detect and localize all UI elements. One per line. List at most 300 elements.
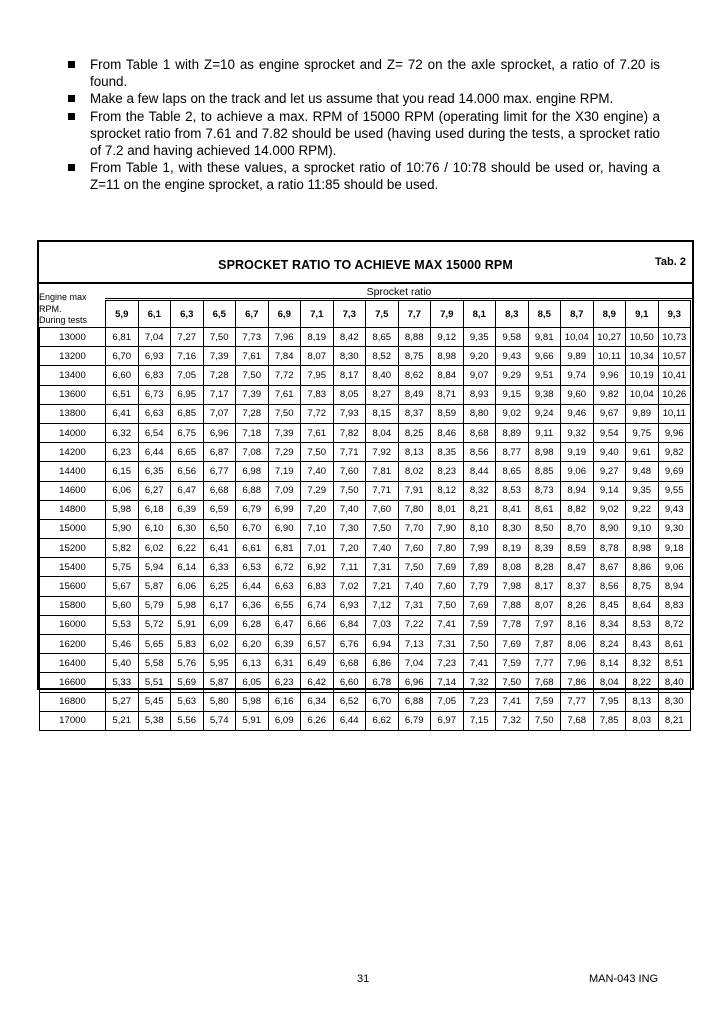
bullet-square-icon bbox=[68, 164, 75, 171]
ratio-cell: 8,26 bbox=[561, 596, 594, 615]
ratio-cell: 8,03 bbox=[626, 711, 659, 730]
bullet-item bbox=[66, 159, 660, 193]
ratio-cell: 9,07 bbox=[463, 366, 496, 385]
ratio-cell: 6,10 bbox=[138, 519, 171, 538]
ratio-cell: 7,09 bbox=[268, 481, 301, 500]
ratio-cell: 7,40 bbox=[398, 577, 431, 596]
table-row bbox=[40, 385, 691, 404]
ratio-cell: 9,69 bbox=[658, 462, 691, 481]
ratio-cell: 8,85 bbox=[528, 462, 561, 481]
ratio-cell: 7,50 bbox=[366, 519, 399, 538]
ratio-cell: 7,16 bbox=[171, 347, 204, 366]
ratio-cell: 10,19 bbox=[626, 366, 659, 385]
ratio-cell: 6,28 bbox=[236, 615, 269, 634]
ratio-cell: 7,50 bbox=[528, 711, 561, 730]
ratio-cell: 6,53 bbox=[236, 558, 269, 577]
ratio-cell: 6,02 bbox=[138, 539, 171, 558]
ratio-cell: 9,10 bbox=[626, 519, 659, 538]
ratio-cell: 8,53 bbox=[496, 481, 529, 500]
ratio-cell: 6,39 bbox=[268, 635, 301, 654]
ratio-cell: 5,40 bbox=[106, 654, 139, 673]
ratio-cell: 8,41 bbox=[496, 500, 529, 519]
ratio-cell: 5,87 bbox=[203, 673, 236, 692]
column-header: 8,1 bbox=[463, 301, 496, 328]
ratio-cell: 9,18 bbox=[658, 539, 691, 558]
ratio-cell: 5,56 bbox=[171, 711, 204, 730]
ratio-cell: 6,66 bbox=[301, 615, 334, 634]
ratio-cell: 6,68 bbox=[203, 481, 236, 500]
ratio-cell: 6,50 bbox=[203, 519, 236, 538]
ratio-cell: 7,89 bbox=[463, 558, 496, 577]
ratio-cell: 7,50 bbox=[203, 328, 236, 347]
ratio-cell: 7,71 bbox=[333, 443, 366, 462]
ratio-cell: 7,70 bbox=[398, 519, 431, 538]
ratio-cell: 7,81 bbox=[366, 462, 399, 481]
ratio-cell: 6,54 bbox=[138, 423, 171, 442]
ratio-cell: 9,38 bbox=[528, 385, 561, 404]
ratio-cell: 8,06 bbox=[561, 635, 594, 654]
ratio-cell: 8,34 bbox=[593, 615, 626, 634]
ratio-cell: 9,60 bbox=[561, 385, 594, 404]
ratio-cell: 10,27 bbox=[593, 328, 626, 347]
ratio-cell: 6,96 bbox=[398, 673, 431, 692]
ratio-cell: 5,63 bbox=[171, 692, 204, 711]
ratio-cell: 6,06 bbox=[106, 481, 139, 500]
ratio-cell: 7,73 bbox=[236, 328, 269, 347]
ratio-cell: 8,59 bbox=[431, 404, 464, 423]
rpm-cell: 17000 bbox=[40, 711, 106, 730]
ratio-cell: 8,13 bbox=[398, 443, 431, 462]
ratio-cell: 8,83 bbox=[658, 596, 691, 615]
ratio-cell: 9,61 bbox=[626, 443, 659, 462]
ratio-cell: 7,31 bbox=[431, 635, 464, 654]
bullet-item bbox=[66, 108, 660, 160]
ratio-cell: 8,15 bbox=[366, 404, 399, 423]
rpm-cell: 16000 bbox=[40, 615, 106, 634]
table-row bbox=[40, 481, 691, 500]
ratio-cell: 6,87 bbox=[203, 443, 236, 462]
table-row bbox=[40, 539, 691, 558]
ratio-cell: 8,70 bbox=[561, 519, 594, 538]
ratio-cell: 7,04 bbox=[398, 654, 431, 673]
ratio-cell: 6,75 bbox=[171, 423, 204, 442]
ratio-cell: 7,08 bbox=[236, 443, 269, 462]
column-header: 9,3 bbox=[658, 301, 691, 328]
table-title: SPROCKET RATIO TO ACHIEVE MAX 15000 RPM bbox=[218, 258, 513, 272]
ratio-cell: 8,68 bbox=[463, 423, 496, 442]
ratio-cell: 6,20 bbox=[236, 635, 269, 654]
ratio-cell: 7,69 bbox=[496, 635, 529, 654]
ratio-cell: 7,14 bbox=[431, 673, 464, 692]
ratio-cell: 8,25 bbox=[398, 423, 431, 442]
ratio-cell: 7,05 bbox=[171, 366, 204, 385]
ratio-cell: 6,51 bbox=[106, 385, 139, 404]
ratio-cell: 9,51 bbox=[528, 366, 561, 385]
ratio-cell: 8,30 bbox=[658, 692, 691, 711]
ratio-cell: 6,78 bbox=[366, 673, 399, 692]
ratio-cell: 6,05 bbox=[236, 673, 269, 692]
column-header: 7,7 bbox=[398, 301, 431, 328]
ratio-cell: 6,47 bbox=[171, 481, 204, 500]
ratio-cell: 8,30 bbox=[333, 347, 366, 366]
ratio-cell: 9,81 bbox=[528, 328, 561, 347]
ratio-cell: 5,72 bbox=[138, 615, 171, 634]
ratio-cell: 7,39 bbox=[268, 423, 301, 442]
ratio-cell: 8,32 bbox=[463, 481, 496, 500]
ratio-cell: 9,55 bbox=[658, 481, 691, 500]
ratio-cell: 7,77 bbox=[528, 654, 561, 673]
ratio-cell: 9,11 bbox=[528, 423, 561, 442]
ratio-cell: 7,39 bbox=[236, 385, 269, 404]
rpm-cell: 15400 bbox=[40, 558, 106, 577]
ratio-cell: 9,15 bbox=[496, 385, 529, 404]
ratio-cell: 8,43 bbox=[626, 635, 659, 654]
ratio-cell: 10,04 bbox=[561, 328, 594, 347]
ratio-cell: 8,67 bbox=[593, 558, 626, 577]
ratio-cell: 6,13 bbox=[236, 654, 269, 673]
ratio-cell: 8,37 bbox=[561, 577, 594, 596]
ratio-cell: 7,07 bbox=[203, 404, 236, 423]
ratio-cell: 9,35 bbox=[463, 328, 496, 347]
bullet-square-icon bbox=[68, 113, 75, 120]
ratio-cell: 8,88 bbox=[398, 328, 431, 347]
ratio-cell: 6,79 bbox=[398, 711, 431, 730]
ratio-cell: 9,82 bbox=[658, 443, 691, 462]
ratio-cell: 8,23 bbox=[431, 462, 464, 481]
ratio-cell: 10,26 bbox=[658, 385, 691, 404]
ratio-cell: 6,23 bbox=[268, 673, 301, 692]
row-header-line: RPM. bbox=[39, 303, 62, 314]
ratio-cell: 9,75 bbox=[626, 423, 659, 442]
ratio-cell: 5,90 bbox=[106, 519, 139, 538]
ratio-cell: 8,98 bbox=[626, 539, 659, 558]
ratio-cell: 6,41 bbox=[106, 404, 139, 423]
ratio-cell: 10,50 bbox=[626, 328, 659, 347]
ratio-cell: 9,30 bbox=[658, 519, 691, 538]
ratio-cell: 8,12 bbox=[431, 481, 464, 500]
ratio-cell: 6,81 bbox=[268, 539, 301, 558]
ratio-cell: 6,92 bbox=[301, 558, 334, 577]
ratio-cell: 6,09 bbox=[203, 615, 236, 634]
ratio-cell: 7,79 bbox=[463, 577, 496, 596]
ratio-cell: 8,02 bbox=[398, 462, 431, 481]
rpm-cell: 16400 bbox=[40, 654, 106, 673]
ratio-cell: 8,72 bbox=[658, 615, 691, 634]
ratio-cell: 6,95 bbox=[171, 385, 204, 404]
column-group-divider bbox=[105, 298, 692, 299]
ratio-cell: 9,74 bbox=[561, 366, 594, 385]
ratio-cell: 6,34 bbox=[301, 692, 334, 711]
rpm-cell: 15200 bbox=[40, 539, 106, 558]
ratio-cell: 7,15 bbox=[463, 711, 496, 730]
ratio-cell: 6,26 bbox=[301, 711, 334, 730]
table-row bbox=[40, 711, 691, 730]
ratio-cell: 7,60 bbox=[431, 577, 464, 596]
ratio-cell: 5,65 bbox=[138, 635, 171, 654]
ratio-cell: 7,11 bbox=[333, 558, 366, 577]
table-row bbox=[40, 404, 691, 423]
ratio-grid bbox=[39, 300, 691, 731]
ratio-cell: 6,70 bbox=[366, 692, 399, 711]
ratio-cell: 8,80 bbox=[463, 404, 496, 423]
ratio-cell: 6,70 bbox=[236, 519, 269, 538]
ratio-cell: 7,61 bbox=[301, 423, 334, 442]
ratio-cell: 9,19 bbox=[561, 443, 594, 462]
column-header: 9,1 bbox=[626, 301, 659, 328]
ratio-cell: 7,02 bbox=[333, 577, 366, 596]
ratio-cell: 6,44 bbox=[333, 711, 366, 730]
ratio-cell: 6,84 bbox=[333, 615, 366, 634]
ratio-cell: 5,98 bbox=[236, 692, 269, 711]
ratio-cell: 6,44 bbox=[138, 443, 171, 462]
column-header: 6,7 bbox=[236, 301, 269, 328]
ratio-cell: 8,44 bbox=[463, 462, 496, 481]
ratio-cell: 8,24 bbox=[593, 635, 626, 654]
table-row bbox=[40, 577, 691, 596]
ratio-cell: 8,52 bbox=[366, 347, 399, 366]
ratio-cell: 5,98 bbox=[171, 596, 204, 615]
ratio-cell: 8,17 bbox=[333, 366, 366, 385]
column-header: 6,5 bbox=[203, 301, 236, 328]
ratio-cell: 6,68 bbox=[333, 654, 366, 673]
ratio-cell: 6,23 bbox=[106, 443, 139, 462]
ratio-cell: 5,60 bbox=[106, 596, 139, 615]
ratio-cell: 9,67 bbox=[593, 404, 626, 423]
ratio-cell: 5,83 bbox=[171, 635, 204, 654]
table-row bbox=[40, 673, 691, 692]
ratio-cell: 9,58 bbox=[496, 328, 529, 347]
ratio-cell: 8,64 bbox=[626, 596, 659, 615]
ratio-cell: 9,06 bbox=[561, 462, 594, 481]
ratio-cell: 7,95 bbox=[593, 692, 626, 711]
ratio-cell: 5,27 bbox=[106, 692, 139, 711]
ratio-cell: 5,69 bbox=[171, 673, 204, 692]
ratio-cell: 7,93 bbox=[333, 404, 366, 423]
bullet-item bbox=[66, 56, 660, 90]
rpm-cell: 15000 bbox=[40, 519, 106, 538]
row-header-line: During tests bbox=[39, 315, 88, 325]
rpm-cell: 14400 bbox=[40, 462, 106, 481]
ratio-cell: 9,89 bbox=[626, 404, 659, 423]
ratio-cell: 8,56 bbox=[593, 577, 626, 596]
ratio-cell: 8,75 bbox=[398, 347, 431, 366]
ratio-cell: 5,46 bbox=[106, 635, 139, 654]
ratio-cell: 7,22 bbox=[398, 615, 431, 634]
ratio-cell: 7,84 bbox=[268, 347, 301, 366]
ratio-cell: 8,28 bbox=[528, 558, 561, 577]
ratio-cell: 7,20 bbox=[333, 539, 366, 558]
ratio-cell: 7,03 bbox=[366, 615, 399, 634]
ratio-cell: 6,16 bbox=[268, 692, 301, 711]
ratio-cell: 6,18 bbox=[138, 500, 171, 519]
column-header: 8,9 bbox=[593, 301, 626, 328]
ratio-cell: 8,08 bbox=[496, 558, 529, 577]
ratio-cell: 7,19 bbox=[268, 462, 301, 481]
ratio-cell: 6,39 bbox=[171, 500, 204, 519]
ratio-cell: 7,13 bbox=[398, 635, 431, 654]
table-row bbox=[40, 347, 691, 366]
ratio-cell: 8,39 bbox=[528, 539, 561, 558]
ratio-cell: 8,04 bbox=[593, 673, 626, 692]
ratio-cell: 8,71 bbox=[431, 385, 464, 404]
ratio-cell: 9,66 bbox=[528, 347, 561, 366]
ratio-cell: 8,78 bbox=[593, 539, 626, 558]
ratio-cell: 8,53 bbox=[626, 615, 659, 634]
ratio-cell: 8,45 bbox=[593, 596, 626, 615]
page-number: 31 bbox=[357, 973, 370, 985]
rpm-cell: 14800 bbox=[40, 500, 106, 519]
ratio-cell: 7,91 bbox=[398, 481, 431, 500]
table-row bbox=[40, 462, 691, 481]
ratio-cell: 6,17 bbox=[203, 596, 236, 615]
rpm-cell: 13200 bbox=[40, 347, 106, 366]
ratio-cell: 7,71 bbox=[366, 481, 399, 500]
rpm-cell: 14600 bbox=[40, 481, 106, 500]
ratio-cell: 6,30 bbox=[171, 519, 204, 538]
column-header: 8,5 bbox=[528, 301, 561, 328]
ratio-cell: 8,56 bbox=[463, 443, 496, 462]
rpm-cell: 13400 bbox=[40, 366, 106, 385]
ratio-cell: 6,90 bbox=[268, 519, 301, 538]
ratio-cell: 6,52 bbox=[333, 692, 366, 711]
ratio-cell: 6,15 bbox=[106, 462, 139, 481]
ratio-cell: 8,04 bbox=[366, 423, 399, 442]
ratio-cell: 6,98 bbox=[236, 462, 269, 481]
ratio-cell: 7,88 bbox=[496, 596, 529, 615]
ratio-cell: 6,41 bbox=[203, 539, 236, 558]
ratio-cell: 6,83 bbox=[138, 366, 171, 385]
ratio-cell: 8,16 bbox=[561, 615, 594, 634]
ratio-cell: 6,32 bbox=[106, 423, 139, 442]
column-header: 8,7 bbox=[561, 301, 594, 328]
ratio-cell: 8,13 bbox=[626, 692, 659, 711]
ratio-cell: 8,51 bbox=[658, 654, 691, 673]
ratio-cell: 7,61 bbox=[236, 347, 269, 366]
rpm-cell: 15600 bbox=[40, 577, 106, 596]
ratio-cell: 8,47 bbox=[561, 558, 594, 577]
ratio-cell: 8,65 bbox=[496, 462, 529, 481]
ratio-cell: 7,32 bbox=[463, 673, 496, 692]
ratio-cell: 7,32 bbox=[496, 711, 529, 730]
ratio-cell: 6,42 bbox=[301, 673, 334, 692]
ratio-cell: 8,59 bbox=[561, 539, 594, 558]
ratio-cell: 6,93 bbox=[333, 596, 366, 615]
ratio-cell: 7,50 bbox=[398, 558, 431, 577]
column-header: 8,3 bbox=[496, 301, 529, 328]
rpm-cell: 14200 bbox=[40, 443, 106, 462]
ratio-cell: 8,84 bbox=[431, 366, 464, 385]
ratio-cell: 9,14 bbox=[593, 481, 626, 500]
ratio-cell: 5,21 bbox=[106, 711, 139, 730]
ratio-cell: 5,80 bbox=[203, 692, 236, 711]
ratio-cell: 8,98 bbox=[528, 443, 561, 462]
ratio-cell: 7,29 bbox=[268, 443, 301, 462]
ratio-cell: 8,89 bbox=[496, 423, 529, 442]
ratio-cell: 8,30 bbox=[496, 519, 529, 538]
table-row bbox=[40, 423, 691, 442]
ratio-cell: 7,20 bbox=[301, 500, 334, 519]
table-row bbox=[40, 615, 691, 634]
ratio-cell: 6,63 bbox=[138, 404, 171, 423]
ratio-cell: 5,87 bbox=[138, 577, 171, 596]
ratio-cell: 5,94 bbox=[138, 558, 171, 577]
ratio-cell: 7,17 bbox=[203, 385, 236, 404]
ratio-cell: 7,68 bbox=[528, 673, 561, 692]
ratio-cell: 9,12 bbox=[431, 328, 464, 347]
ratio-cell: 6,65 bbox=[171, 443, 204, 462]
ratio-cell: 9,96 bbox=[593, 366, 626, 385]
table-row bbox=[40, 596, 691, 615]
ratio-cell: 7,90 bbox=[431, 519, 464, 538]
ratio-cell: 5,91 bbox=[171, 615, 204, 634]
ratio-cell: 7,30 bbox=[333, 519, 366, 538]
ratio-cell: 6,27 bbox=[138, 481, 171, 500]
ratio-cell: 5,98 bbox=[106, 500, 139, 519]
ratio-cell: 5,91 bbox=[236, 711, 269, 730]
ratio-cell: 5,79 bbox=[138, 596, 171, 615]
ratio-cell: 9,54 bbox=[593, 423, 626, 442]
ratio-cell: 7,40 bbox=[366, 539, 399, 558]
ratio-cell: 7,23 bbox=[463, 692, 496, 711]
ratio-cell: 7,68 bbox=[561, 711, 594, 730]
ratio-cell: 10,11 bbox=[658, 404, 691, 423]
ratio-cell: 6,61 bbox=[236, 539, 269, 558]
ratio-cell: 7,50 bbox=[268, 404, 301, 423]
ratio-cell: 7,04 bbox=[138, 328, 171, 347]
table-number: Tab. 2 bbox=[655, 256, 686, 268]
ratio-cell: 7,99 bbox=[463, 539, 496, 558]
ratio-cell: 9,46 bbox=[561, 404, 594, 423]
rpm-cell: 13800 bbox=[40, 404, 106, 423]
ratio-cell: 6,72 bbox=[268, 558, 301, 577]
ratio-cell: 6,56 bbox=[171, 462, 204, 481]
ratio-cell: 7,18 bbox=[236, 423, 269, 442]
rpm-cell: 16800 bbox=[40, 692, 106, 711]
ratio-cell: 9,29 bbox=[496, 366, 529, 385]
ratio-cell: 8,75 bbox=[626, 577, 659, 596]
ratio-cell: 8,46 bbox=[431, 423, 464, 442]
ratio-cell: 6,06 bbox=[171, 577, 204, 596]
ratio-cell: 8,86 bbox=[626, 558, 659, 577]
rpm-cell: 14000 bbox=[40, 423, 106, 442]
ratio-cell: 6,49 bbox=[301, 654, 334, 673]
rpm-cell: 16600 bbox=[40, 673, 106, 692]
ratio-cell: 5,76 bbox=[171, 654, 204, 673]
ratio-cell: 8,94 bbox=[561, 481, 594, 500]
column-header: 5,9 bbox=[106, 301, 139, 328]
ratio-cell: 7,60 bbox=[333, 462, 366, 481]
ratio-cell: 8,65 bbox=[366, 328, 399, 347]
rpm-cell: 16200 bbox=[40, 635, 106, 654]
ratio-cell: 7,21 bbox=[366, 577, 399, 596]
ratio-cell: 7,60 bbox=[398, 539, 431, 558]
bullet-text: Make a few laps on the track and let us assume that you read 14.000 max. engine RPM. bbox=[90, 91, 614, 107]
ratio-cell: 7,31 bbox=[398, 596, 431, 615]
ratio-cell: 6,09 bbox=[268, 711, 301, 730]
ratio-cell: 7,69 bbox=[431, 558, 464, 577]
ratio-cell: 5,75 bbox=[106, 558, 139, 577]
column-header: 7,3 bbox=[333, 301, 366, 328]
ratio-cell: 7,80 bbox=[431, 539, 464, 558]
ratio-cell: 7,10 bbox=[301, 519, 334, 538]
ratio-cell: 6,22 bbox=[171, 539, 204, 558]
ratio-cell: 8,19 bbox=[301, 328, 334, 347]
ratio-cell: 8,90 bbox=[593, 519, 626, 538]
ratio-cell: 8,61 bbox=[528, 500, 561, 519]
ratio-cell: 7,98 bbox=[496, 577, 529, 596]
ratio-cell: 6,88 bbox=[398, 692, 431, 711]
ratio-cell: 6,94 bbox=[366, 635, 399, 654]
